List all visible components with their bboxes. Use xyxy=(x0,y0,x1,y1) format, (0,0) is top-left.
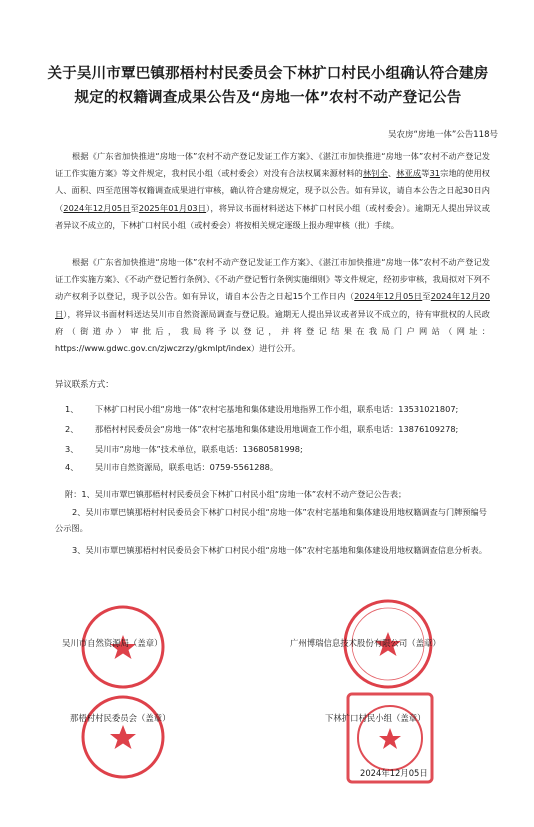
para2-text-a: 根据《广东省加快推进“房地一体”农村不动产登记发证工作方案》、《湛江市加快推进“房地一体”农村不动产登记发证工作实施方案》、《不动产登记暂行条例》、《不动产登记暂行条例实施细则》等文件规定，经初步审核，我局拟对下列不动产权利予以登记，现予以公告。如有异议，请自本公告之日起15个工作日内（ xyxy=(55,257,490,302)
notice-title xyxy=(40,62,496,110)
contact-number: 4、 xyxy=(65,462,79,472)
signature-villager-group: 下林扩口村民小组（盖章） xyxy=(325,713,426,723)
para1-text-d: 宗地的使用权人、面积、四至范围等权籍调查成果进行审核，确认符合建房规定，现予以公告。如有异议，请自本公告之日起30日内（ xyxy=(55,168,490,213)
registration-start-date: 2024年12月05日 xyxy=(354,291,423,302)
para1-text-f: ），将异议书面材料送达下林扩口村民小组（或村委会）。逾期无人提出异议或者异议不成立的，下林扩口村民小组（或村委会）将按相关规定逐级上报办理审核（批）手续。 xyxy=(55,202,490,230)
contact-item xyxy=(65,443,303,455)
parcel-count: 31 xyxy=(429,168,441,179)
signature-company: 广州博瑞信息技术股份有限公司（盖章） xyxy=(290,638,441,648)
notice-date: 2024年12月05日 xyxy=(360,768,428,778)
title-line-2: 规定的权籍调查成果公告及“房地一体”农村不动产登记公告 xyxy=(74,90,462,106)
contact-number: 3、 xyxy=(65,444,79,454)
registration-end-date: 2024年12月20日 xyxy=(55,291,490,319)
paragraph-confirmation xyxy=(55,148,490,234)
contact-text: 吴川市“房地一体”技术单位，联系电话：13680581998; xyxy=(95,444,303,454)
contact-number: 2、 xyxy=(65,424,79,434)
attachment-item: 3、吴川市覃巴镇那梧村村民委员会下林扩口村民小组“房地一体”农村宅基地和集体建设用地权籍调查信息分析表。 xyxy=(72,545,487,555)
seal-village-committee xyxy=(78,692,168,782)
contact-text: 那梧村村民委员会“房地一体”农村宅基地和集体建设用地调查工作小组，联系电话：13876109278; xyxy=(95,424,459,434)
owner-name-2: 林亚成 xyxy=(396,168,422,179)
para2-text-c: ），将异议书面材料送达吴川市自然资源局调查与登记股。逾期无人提出异议或者异议不成立的，待有审批权的人民政府（街道办）审批后，我局将予以登记，并将登记结果在我局门户网站（网址：https://www.gdwc.gov.cn/zjwczrzy/gkmlpt/index）进行公开。 xyxy=(55,308,490,354)
contact-text: 吴川市自然资源局，联系电话：0759-5561288。 xyxy=(95,462,279,472)
para1-text-a: 根据《广东省加快推进“房地一体”农村不动产登记发证工作方案》、《湛江市加快推进“房地一体”农村不动产登记发证工作实施方案》等文件规定，我村民小组（或村委会）对没有合法权属来源材料的 xyxy=(55,151,490,179)
contacts-heading: 异议联系方式： xyxy=(55,379,114,389)
objection-start-date: 2024年12月05日 xyxy=(63,202,131,213)
contact-number: 1、 xyxy=(65,404,79,414)
contact-text: 下林扩口村民小组“房地一体”农村宅基地和集体建设用地指界工作小组，联系电话：13531021807; xyxy=(95,404,459,414)
contact-item xyxy=(65,423,458,435)
paragraph-registration xyxy=(55,254,490,357)
para1-text-b: 、 xyxy=(387,168,397,179)
owner-name-1: 林钊全 xyxy=(362,168,388,179)
attachment-item: 2、吴川市覃巴镇那梧村村民委员会下林扩口村民小组“房地一体”农村宅基地和集体建设用地权籍调查与门牌预编号公示图。 xyxy=(55,507,487,533)
signature-village-committee: 那梧村村民委员会（盖章） xyxy=(70,713,171,723)
para2-text-b: 至 xyxy=(422,291,431,302)
para1-text-e: 至 xyxy=(130,202,139,213)
document-number: 吴农房“房地一体”公告118号 xyxy=(387,130,498,140)
contact-item xyxy=(65,461,278,473)
para1-text-c: 等 xyxy=(421,168,430,179)
objection-end-date: 2025年01月03日 xyxy=(138,202,207,213)
attachment-item: 附：1、吴川市覃巴镇那梧村村民委员会下林扩口村民小组“房地一体”农村不动产登记公告表； xyxy=(65,489,407,499)
title-line-1: 关于吴川市覃巴镇那梧村村民委员会下林扩口村民小组确认符合建房 xyxy=(47,66,489,82)
signature-natural-resources-bureau: 吴川市自然资源局（盖章） xyxy=(62,638,163,648)
contact-item xyxy=(65,403,458,415)
